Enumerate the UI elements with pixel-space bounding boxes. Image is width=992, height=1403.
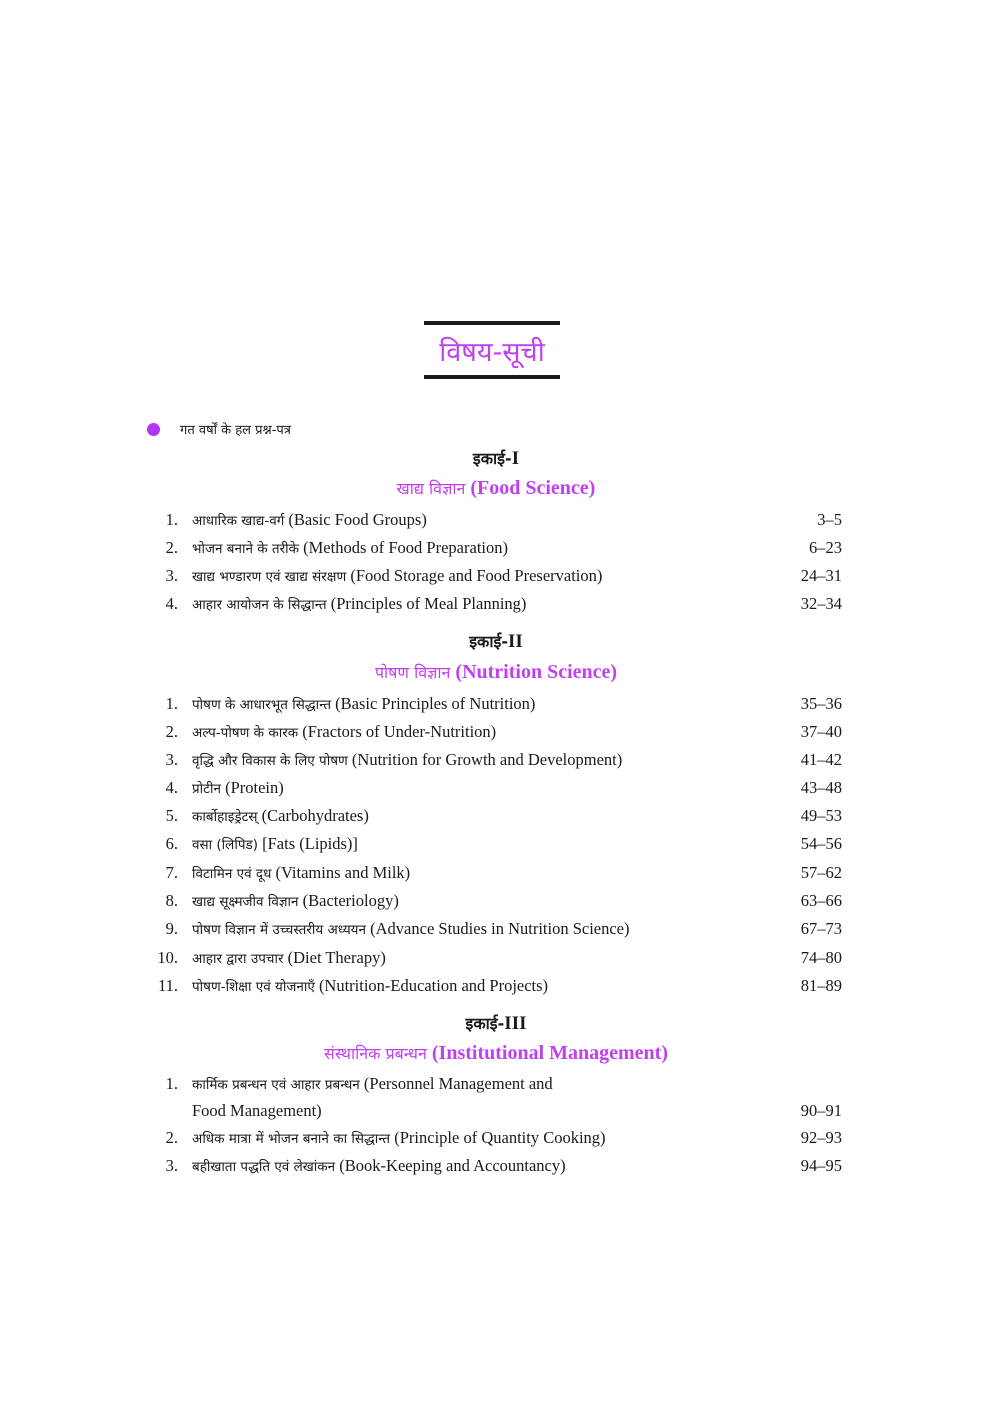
unit-2-heading: इकाई-II [469, 631, 523, 652]
page-range: 81–89 [800, 976, 842, 995]
page-title: विषय-सूची [439, 336, 545, 368]
solved-papers-label: गत वर्षों के हल प्रश्न-पत्र [180, 423, 291, 438]
page-range: 90–91 [800, 1101, 842, 1120]
bullet-icon [147, 423, 160, 436]
toc-entry[interactable]: 3. बहीखाता पद्धति एवं लेखांकन (Book-Keeping and Accountancy) 94–95 [165, 1156, 842, 1175]
toc-entry[interactable]: 4. प्रोटीन (Protein) 43–48 [165, 778, 842, 797]
toc-entry[interactable]: 5. कार्बोहाइड्रेटस् (Carbohydrates) 49–53 [165, 806, 842, 825]
page-range: 37–40 [800, 722, 842, 741]
unit-3-heading: इकाई-III [465, 1013, 527, 1034]
toc-entry[interactable]: 2. अधिक मात्रा में भोजन बनाने का सिद्धान्त (Principle of Quantity Cooking) 92–93 [165, 1128, 842, 1147]
page-range: 3–5 [817, 510, 842, 529]
toc-entry[interactable]: 1. पोषण के आधारभूत सिद्धान्त (Basic Principles of Nutrition) 35–36 [165, 694, 842, 713]
toc-entry[interactable]: 4. आहार आयोजन के सिद्धान्त (Principles of Meal Planning) 32–34 [165, 594, 842, 613]
page-range: 54–56 [800, 834, 842, 853]
toc-entry[interactable]: 8. खाद्य सूक्ष्मजीव विज्ञान (Bacteriology) 63–66 [165, 891, 842, 910]
toc-entry[interactable]: 1. आधारिक खाद्य-वर्ग (Basic Food Groups) 3–5 [165, 510, 842, 529]
page-range: 63–66 [800, 891, 842, 910]
toc-entry[interactable]: 6. वसा (लिपिड) [Fats (Lipids)] 54–56 [165, 834, 842, 853]
page-range: 43–48 [800, 778, 842, 797]
toc-entry[interactable]: 2. अल्प-पोषण के कारक (Fractors of Under-Nutrition) 37–40 [165, 722, 842, 741]
page-range: 94–95 [800, 1156, 842, 1175]
toc-entry[interactable]: 2. भोजन बनाने के तरीके (Methods of Food Preparation) 6–23 [165, 538, 842, 557]
page-range: 24–31 [800, 566, 842, 585]
page-range: 49–53 [800, 806, 842, 825]
page-range: 57–62 [800, 863, 842, 882]
toc-entry[interactable]: 3. वृद्धि और विकास के लिए पोषण (Nutrition for Growth and Development) 41–42 [165, 750, 842, 769]
toc-entry[interactable]: 11. पोषण-शिक्षा एवं योजनाएँ (Nutrition-Education and Projects) 81–89 [157, 976, 842, 995]
page-range: 35–36 [800, 694, 842, 713]
solved-papers-item [147, 420, 291, 438]
toc-entry[interactable]: 9. पोषण विज्ञान में उच्चस्तरीय अध्ययन (Advance Studies in Nutrition Science) 67–73 [165, 919, 842, 938]
page-range: 67–73 [800, 919, 842, 938]
unit-3-subtitle: संस्थानिक प्रबन्धन (Institutional Management) [324, 1042, 668, 1064]
toc-entry[interactable]: 7. विटामिन एवं दूध (Vitamins and Milk) 57–62 [165, 863, 842, 882]
page-range: 6–23 [809, 538, 842, 557]
toc-entry[interactable]: 10. आहार द्वारा उपचार (Diet Therapy) 74–80 [157, 948, 842, 967]
page-range: 92–93 [800, 1128, 842, 1147]
toc-entry[interactable]: 1. कार्मिक प्रबन्धन एवं आहार प्रबन्धन (Personnel Management and [165, 1074, 553, 1093]
unit-1-subtitle: खाद्य विज्ञान (Food Science) [396, 477, 596, 499]
unit-1-heading: इकाई-I [472, 448, 520, 469]
unit-2-subtitle: पोषण विज्ञान (Nutrition Science) [374, 661, 618, 683]
page-range: 41–42 [800, 750, 842, 769]
page-range: 74–80 [800, 948, 842, 967]
toc-entry[interactable]: 3. खाद्य भण्डारण एवं खाद्य संरक्षण (Food Storage and Food Preservation) 24–31 [165, 566, 842, 585]
page-title-box [424, 321, 560, 379]
toc-entry-continued[interactable]: Food Management) 90–91 [192, 1101, 842, 1120]
page-range: 32–34 [800, 594, 842, 613]
